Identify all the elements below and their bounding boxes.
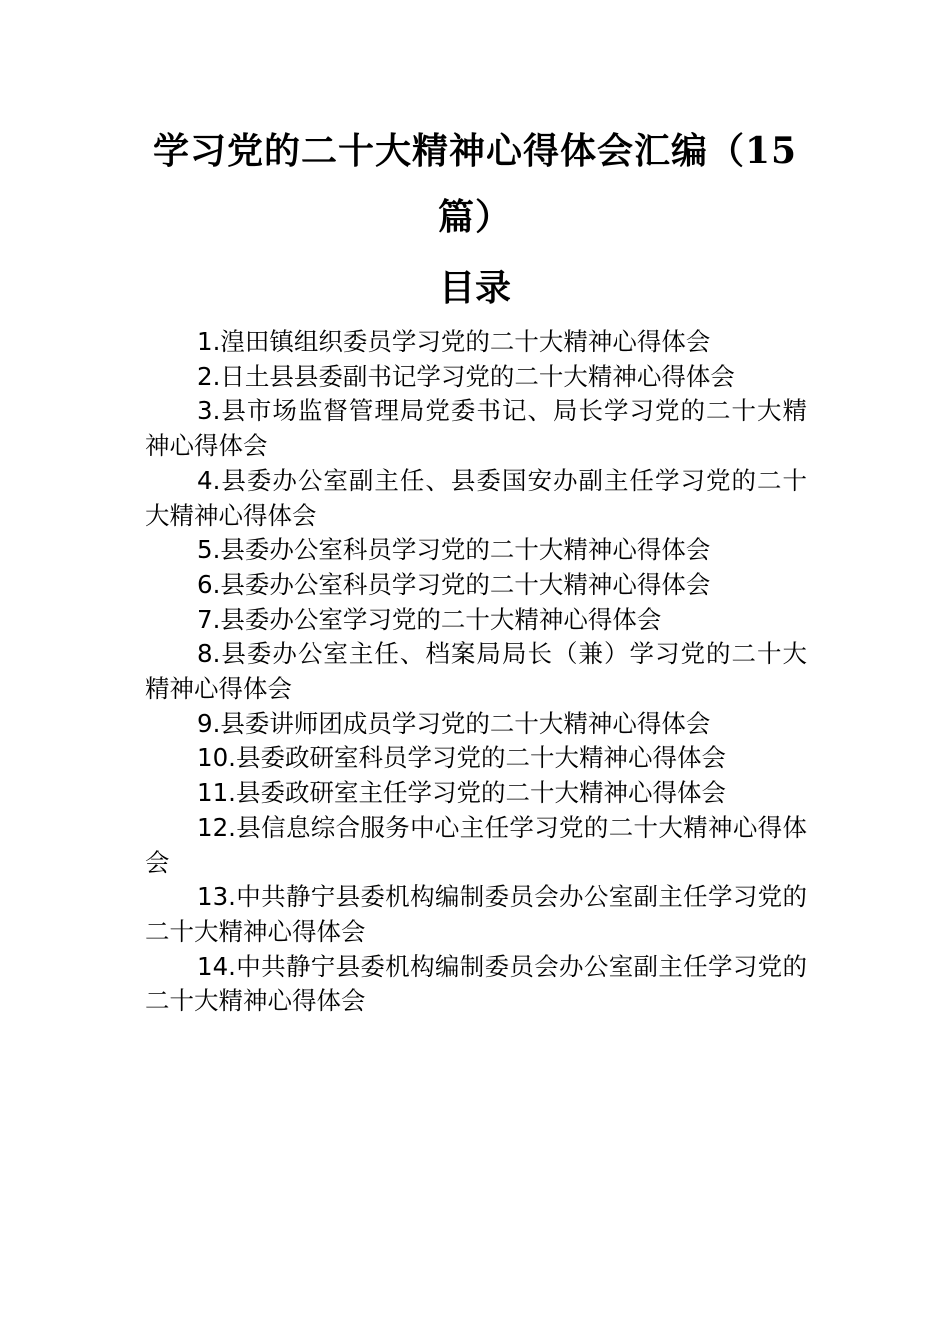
toc-item: 6.县委办公室科员学习党的二十大精神心得体会 [197, 569, 711, 599]
toc-item: 10.县委政研室科员学习党的二十大精神心得体会 [197, 743, 726, 773]
toc-item: 7.县委办公室学习党的二十大精神心得体会 [197, 604, 662, 634]
toc-item: 3.县市场监督管理局党委书记、局长学习党的二十大精神心得体会 [145, 396, 807, 461]
table-of-contents [145, 325, 807, 1019]
toc-item: 4.县委办公室副主任、县委国安办副主任学习党的二十大精神心得体会 [145, 465, 807, 530]
toc-item: 1.湟田镇组织委员学习党的二十大精神心得体会 [197, 327, 711, 356]
toc-item: 13.中共静宁县委机构编制委员会办公室副主任学习党的二十大精神心得体会 [145, 882, 807, 946]
toc-heading: 目录 [438, 267, 511, 309]
toc-item: 8.县委办公室主任、档案局局长（兼）学习党的二十大精神心得体会 [145, 639, 807, 704]
document-title: 学习党的二十大精神心得体会汇编（15篇） [152, 130, 798, 238]
toc-item: 5.县委办公室科员学习党的二十大精神心得体会 [197, 535, 711, 565]
toc-item: 11.县委政研室主任学习党的二十大精神心得体会 [197, 778, 726, 808]
toc-item: 14.中共静宁县委机构编制委员会办公室副主任学习党的二十大精神心得体会 [145, 951, 807, 1016]
toc-item: 2.日土县县委副书记学习党的二十大精神心得体会 [197, 361, 735, 391]
toc-item: 12.县信息综合服务中心主任学习党的二十大精神心得体会 [145, 812, 807, 877]
toc-item: 9.县委讲师团成员学习党的二十大精神心得体会 [197, 708, 711, 738]
